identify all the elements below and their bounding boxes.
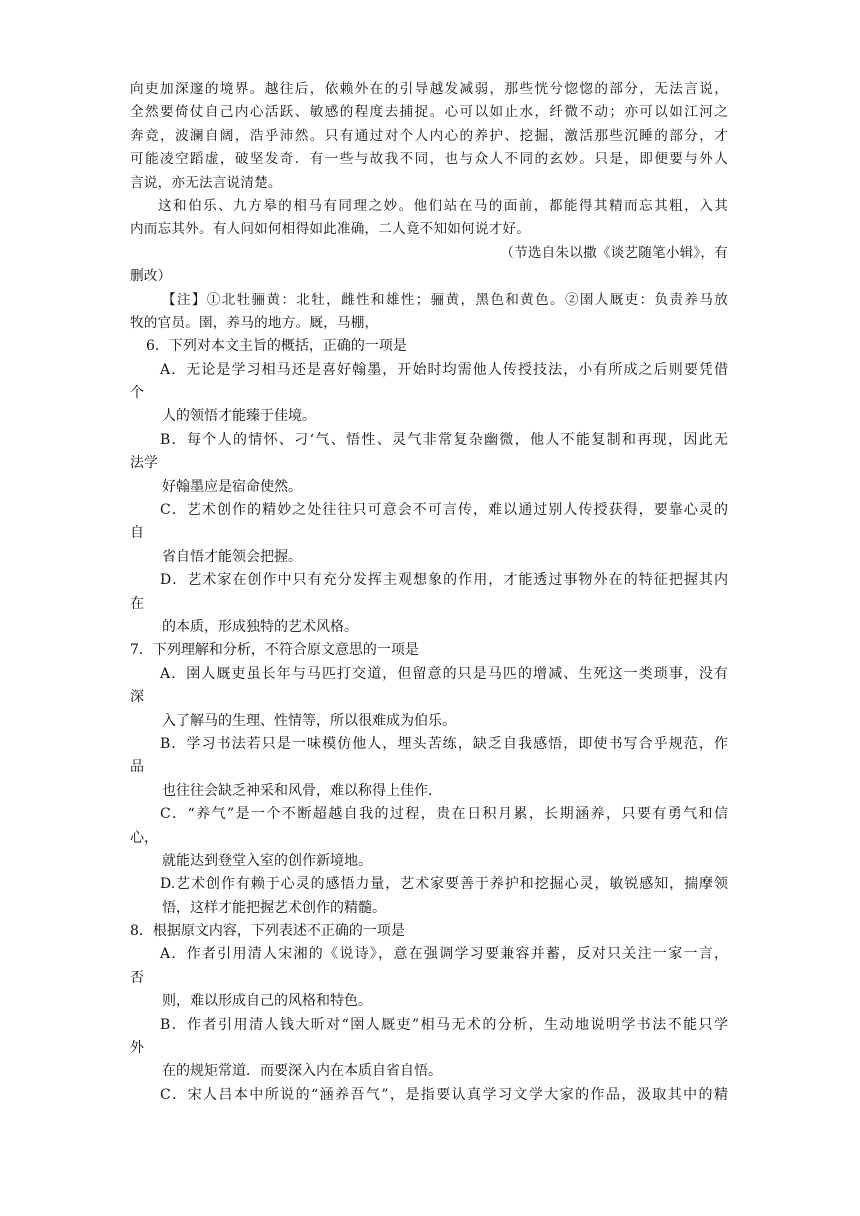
question-6-stem: 6．下列对本文主旨的概括，正确的一项是 (146, 338, 407, 355)
passage-source-line-1: （节选自朱以撒《谈艺随笔小辑》，有 (500, 244, 728, 261)
question-8-option-a-line-1: A．作者引用清人宋湘的《说诗》，意在强调学习要兼容并蓄，反对只关注一家一言， (160, 946, 728, 963)
question-7-option-c-line-1: C．“养气”是一个不断超越自我的过程，贵在日积月累，长期涵养，只要有勇气和信 (160, 806, 728, 823)
question-6-option-b-line-2: 法学 (130, 455, 158, 472)
question-7-option-c-line-2: 心， (130, 829, 158, 846)
question-8-stem: 8．根据原文内容，下列表述不正确的一项是 (130, 923, 405, 940)
question-8-option-c-line-1: C．宋人吕本中所说的“涵养吾气”，是指要认真学习文学大家的作品，汲取其中的精 (160, 1086, 728, 1103)
question-8-option-a-line-2: 否 (130, 969, 144, 986)
passage-line-7: 内而忘其外。有人问如何相得如此准确，二人竟不知如何说才好。 (130, 221, 531, 238)
question-6-option-b-line-1: B．每个人的情怀、刁‘气、悟性、灵气非常复杂幽微，他人不能复制和再现，因此无 (160, 431, 728, 448)
question-6-option-d-line-3: 的本质，形成独特的艺术风格。 (162, 618, 358, 635)
passage-source-line-2: 删改） (130, 268, 172, 285)
question-6-option-a-line-2: 个 (130, 385, 144, 402)
question-8-option-a-line-3: 则，难以形成自己的风格和特色。 (162, 993, 372, 1010)
passage-line-1: 向吏加深邃的境界。越往后，依赖外在的引导越发减弱，那些恍兮惚惚的部分，无法言说， (130, 81, 728, 97)
question-7-option-b-line-2: 品 (130, 759, 144, 776)
question-6-option-d-line-2: 在 (130, 595, 144, 612)
question-7-option-b-line-3: 也往往会缺乏神采和风骨，难以称得上佳作． (162, 782, 442, 799)
passage-line-5: 言说，亦无法言说清楚。 (130, 174, 282, 191)
question-7-option-a-line-3: 入了解马的生理、性情等，所以很难成为伯乐。 (162, 712, 456, 729)
question-8-option-b-line-2: 外 (130, 1040, 144, 1057)
question-7-option-a-line-1: A．圉人厩吏虽长年与马匹打交道，但留意的只是马匹的增减、生死这一类琐事，没有 (160, 665, 728, 682)
question-7-stem: 7．下列理解和分析，不符合原文意思的一项是 (130, 642, 419, 659)
question-7-option-d-line-2: 悟，这样才能把握艺术创作的精髓。 (162, 899, 386, 916)
question-6-option-c-line-2: 自 (130, 525, 144, 542)
passage-note-line-2: 牧的官员。圉，养马的地方。厩，马棚， (130, 314, 379, 331)
question-7-option-a-line-2: 深 (130, 689, 144, 706)
question-8-option-b-line-3: 在的规矩常道．而要深入内在本质自省自悟。 (162, 1063, 442, 1080)
question-8-option-b-line-1: B．作者引用清人钱大昕对“圉人厩吏”相马无术的分析，生动地说明学书法不能只学 (160, 1016, 728, 1033)
question-7-option-c-line-3: 就能达到登堂入室的创作新境地。 (162, 852, 372, 869)
passage-line-3: 奔竞，波澜自阔，浩乎沛然。只有通过对个人内心的养护、挖掘，激活那些沉睡的部分，才 (130, 127, 728, 144)
question-6-option-c-line-1: C．艺术创作的精妙之处往往只可意会不可言传，难以通过别人传授获得，要靠心灵的 (160, 502, 728, 519)
question-7-option-b-line-1: B．学习书法若只是一味模仿他人，埋头苦练，缺乏自我感悟，即使书写合乎规范，作 (160, 735, 728, 752)
question-6-option-a-line-3: 人的领悟才能臻于佳境。 (162, 408, 316, 425)
passage-note-line-1: 【注】①北牡骊黄：北牡，雌性和雄性；骊黄，黑色和黄色。②圉人厩吏：负责养马放 (162, 291, 728, 308)
question-6-option-c-line-3: 省自悟才能领会把握。 (162, 548, 302, 565)
question-7-option-d-line-1: D.艺术创作有赖于心灵的感悟力量，艺术家要善于养护和挖掘心灵，敏锐感知，揣摩领 (160, 876, 728, 893)
passage-line-2: 全然要倚仗自己内心活跃、敏感的程度去捕捉。心可以如止水，纤微不动；亦可以如江河之 (130, 104, 728, 121)
question-6-option-a-line-1: A．无论是学习相马还是喜好翰墨，开始时均需他人传授技法，小有所成之后则要凭借 (160, 361, 728, 378)
passage-line-4: 可能凌空蹈虚，破坚发奇．有一些与故我不同，也与众人不同的玄妙。只是，即便要与外人 (130, 151, 728, 168)
question-6-option-b-line-3: 好翰墨应是宿命使然。 (162, 478, 302, 495)
passage-line-6: 这和伯乐、九方皋的相马有同理之妙。他们站在马的面前，都能得其精而忘其粗，入其 (158, 197, 728, 214)
question-6-option-d-line-1: D．艺术家在创作中只有充分发挥主观想象的作用，才能透过事物外在的特征把握其内 (160, 572, 728, 589)
